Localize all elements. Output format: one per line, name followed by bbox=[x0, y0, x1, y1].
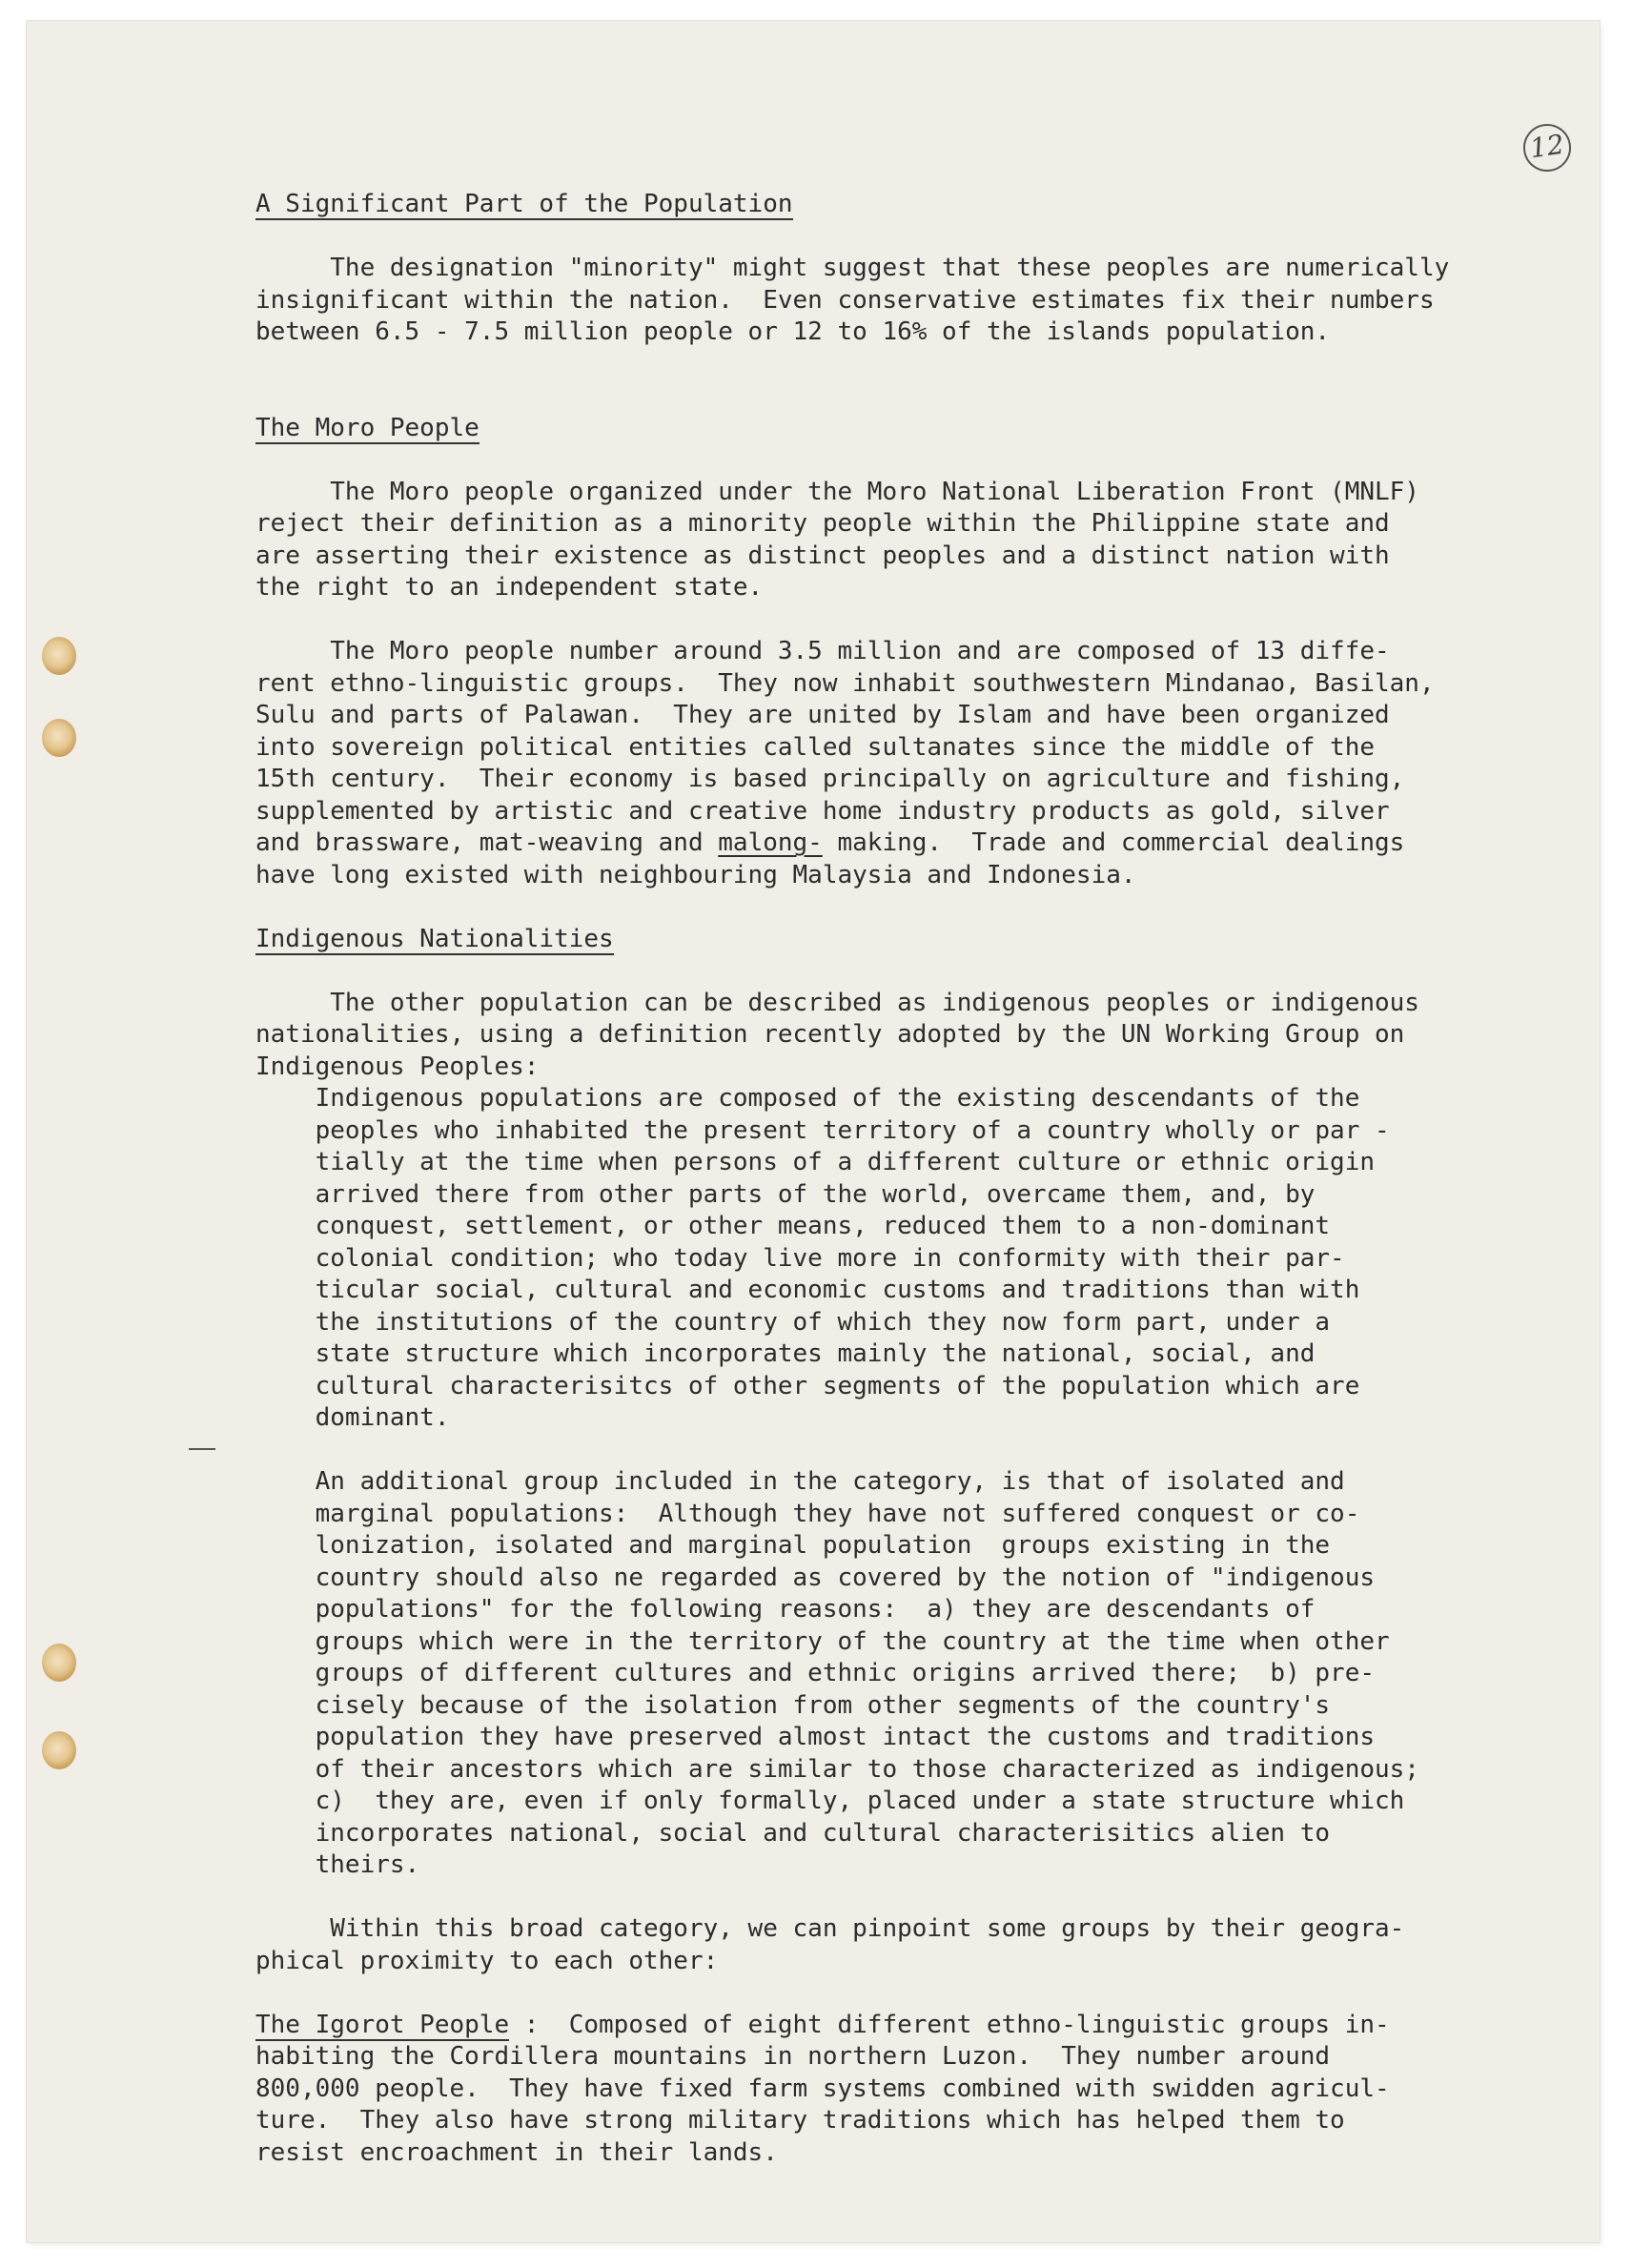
paragraph bbox=[255, 636, 1542, 891]
paragraph: An additional group included in the category, is that of isolated and marginal populations: Although they have not suffered conquest or co- lonization, isolated and marginal population groups existing in the country should also ne regarded as covered by the notion of "indigenous populations" for the following reasons: a) they are descendants of groups which were in the territory of the country at the time when other groups of different cultures and ethnic origins arrived there; b) pre- cisely because of the isolation from other segments of the country's population they have preserved almost intact the customs and traditions of their ancestors which are similar to those characterized as indigenous; c) they are, even if only formally, placed under a state structure which incorporates national, social and cultural characterisitics alien to theirs. bbox=[315, 1467, 1419, 1879]
section-heading: The Moro People bbox=[255, 413, 479, 442]
paragraph-text: : Composed of eight different ethno-linguistic groups in- habiting the Cordillera mountains in northern Luzon. They number around 800,000 people. They have fixed farm systems combined with swidden agricul- ture. They also have strong military traditions which has helped them to resist encroachment in their lands. bbox=[255, 2010, 1390, 2167]
section-heading: Indigenous Nationalities bbox=[255, 924, 614, 953]
section-heading: A Significant Part of the Population bbox=[255, 190, 793, 218]
punch-hole bbox=[42, 637, 76, 675]
margin-mark bbox=[189, 1448, 215, 1450]
paragraph: Within this broad category, we can pinpoint some groups by their geogra- phical proximity to each other: bbox=[255, 1914, 1405, 1975]
block-quote: Indigenous populations are composed of the existing descendants of the peoples who inhabited the present territory of a country wholly or par - tially at the time when persons of a different culture or ethnic origin arrived there from other parts of the world, overcame them, and, by conquest, settlement, or other means, reduced them to a non-dominant colonial condition; who today live more in conformity with their par- ticular social, cultural and economic customs and traditions than with the institutions of the country of which they now form part, under a state structure which incorporates mainly the national, social, and cultural characterisitcs of other segments of the population which are dominant. bbox=[315, 1084, 1390, 1432]
document-body bbox=[255, 189, 1542, 2169]
paragraph-text: The Moro people number around 3.5 million and are composed of 13 diffe- rent ethno-linguistic groups. They now inhabit southwestern Mindanao, Basilan, Sulu and parts of Palawan. They are united by Islam and have been organized into sovereign political entities called sultanates since the middle of the 15th century. Their economy is based principally on agriculture and fishing, supplemented by artistic and creative home industry products as gold, silver and brassware, mat-weaving and bbox=[255, 637, 1435, 857]
paragraph: The designation "minority" might suggest that these peoples are numerically insignificant within the nation. Even conservative estimates fix their numbers between 6.5 - 7.5 million people or 12 to 16% of the islands population. bbox=[255, 254, 1450, 346]
punch-hole bbox=[42, 1731, 76, 1769]
punch-hole bbox=[42, 719, 76, 757]
paragraph: The Moro people organized under the Moro National Liberation Front (MNLF) reject their definition as a minority people within the Philippine state and are asserting their existence as distinct peoples and a distinct nation with the right to an independent state. bbox=[255, 477, 1419, 602]
paragraph-text: making. Trade and commercial dealings have long existed with neighbouring Malaysia and Indonesia. bbox=[255, 828, 1405, 889]
document-page bbox=[27, 21, 1600, 2242]
page-number: 12 bbox=[1520, 121, 1574, 174]
group-label: The Igorot People bbox=[255, 2010, 510, 2039]
paragraph: The other population can be described as indigenous peoples or indigenous nationalities, using a definition recently adopted by the UN Working Group on Indigenous Peoples: bbox=[255, 988, 1419, 1081]
punch-hole bbox=[42, 1644, 76, 1682]
underlined-term: malong- bbox=[718, 828, 823, 857]
paragraph bbox=[255, 2010, 1542, 2170]
